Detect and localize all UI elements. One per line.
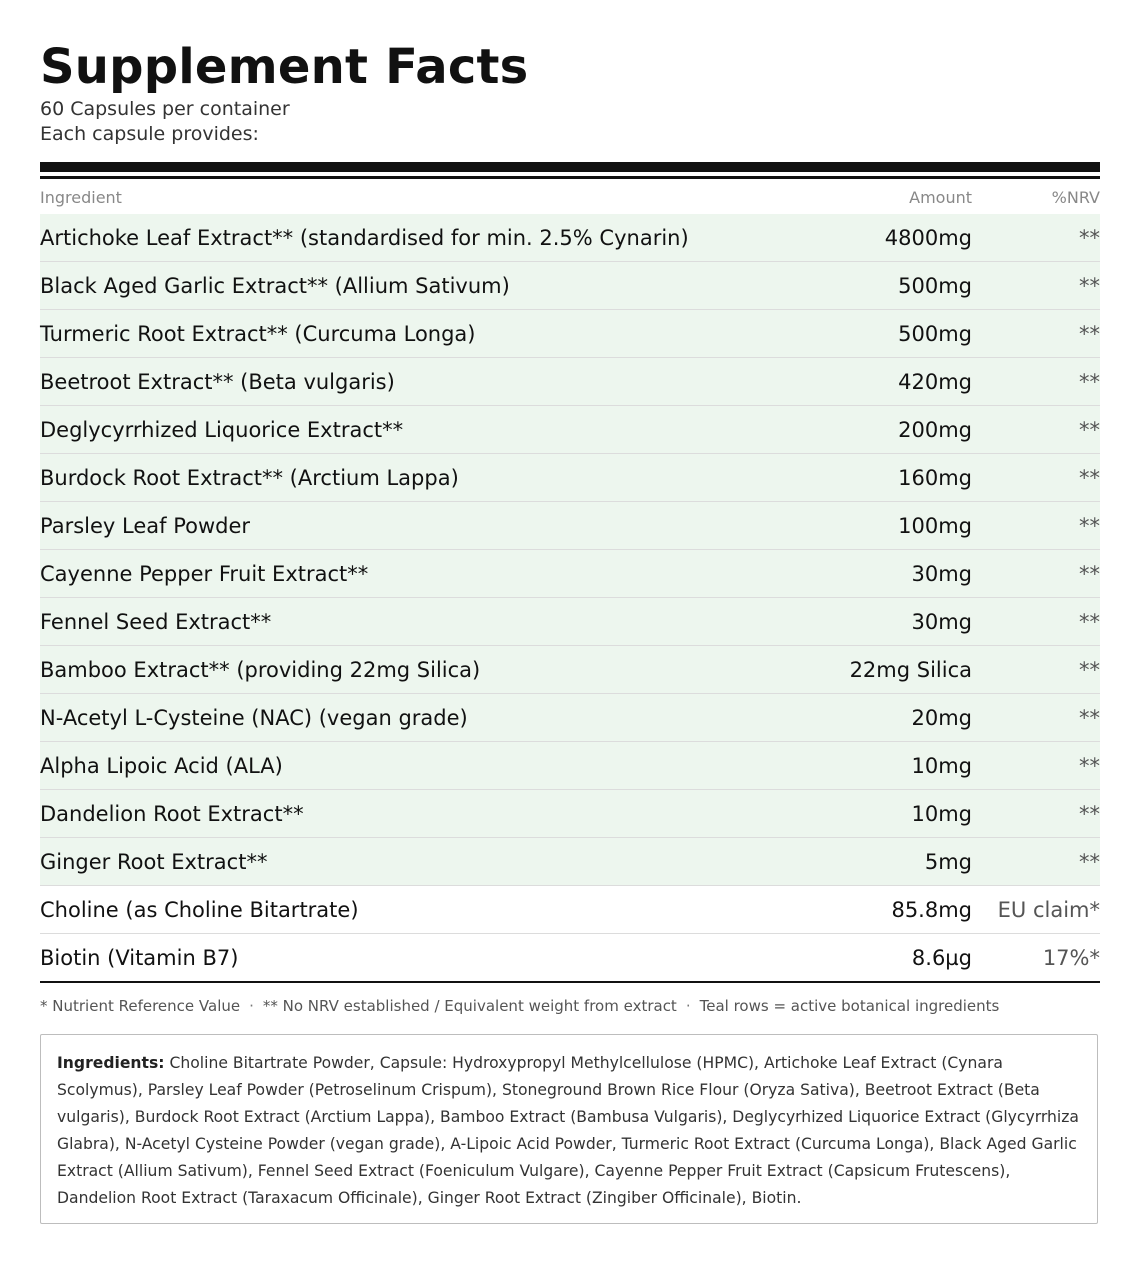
ingredient-name: N-Acetyl L-Cysteine (NAC) (vegan grade) — [40, 705, 468, 730]
table-row — [40, 838, 1100, 886]
table-row — [40, 646, 1100, 694]
ingredient-nrv: ** — [1079, 609, 1100, 634]
table-row — [40, 214, 1100, 262]
ingredient-amount: 200mg — [898, 417, 972, 442]
ingredient-name: Artichoke Leaf Extract** (standardised for min. 2.5% Cynarin) — [40, 225, 689, 250]
thick-divider — [40, 162, 1100, 172]
footnote-no-nrv: ** No NRV established / Equivalent weight from extract — [262, 997, 677, 1015]
ingredient-amount: 10mg — [911, 801, 972, 826]
ingredients-box — [40, 1034, 1098, 1224]
ingredient-name: Burdock Root Extract** (Arctium Lappa) — [40, 465, 459, 490]
ingredient-amount: 30mg — [911, 561, 972, 586]
table-header — [40, 180, 1100, 214]
table-row — [40, 406, 1100, 454]
ingredient-amount: 22mg Silica — [849, 657, 972, 682]
ingredient-nrv: ** — [1079, 753, 1100, 778]
ingredient-nrv: ** — [1079, 705, 1100, 730]
ingredient-nrv: ** — [1079, 369, 1100, 394]
ingredient-amount: 4800mg — [884, 225, 972, 250]
footnote-separator: · — [685, 997, 691, 1015]
ingredient-amount: 5mg — [924, 849, 972, 874]
ingredient-nrv: 17%* — [1042, 945, 1100, 970]
ingredient-name: Black Aged Garlic Extract** (Allium Sativum) — [40, 273, 510, 298]
table-row — [40, 454, 1100, 502]
ingredient-nrv: ** — [1079, 321, 1100, 346]
table-row — [40, 598, 1100, 646]
column-header-ingredient: Ingredient — [40, 187, 122, 207]
footnotes — [40, 996, 1100, 1016]
ingredient-name: Fennel Seed Extract** — [40, 609, 272, 634]
ingredient-name: Biotin (Vitamin B7) — [40, 945, 239, 970]
thin-divider — [40, 176, 1100, 179]
ingredient-nrv: ** — [1079, 417, 1100, 442]
ingredient-name: Alpha Lipoic Acid (ALA) — [40, 753, 283, 778]
ingredient-name: Choline (as Choline Bitartrate) — [40, 897, 359, 922]
table-row — [40, 262, 1100, 310]
ingredient-amount: 500mg — [898, 273, 972, 298]
ingredient-nrv: ** — [1079, 273, 1100, 298]
table-row — [40, 742, 1100, 790]
ingredient-name: Cayenne Pepper Fruit Extract** — [40, 561, 369, 586]
ingredient-amount: 100mg — [898, 513, 972, 538]
ingredient-nrv: ** — [1079, 465, 1100, 490]
ingredient-nrv: ** — [1079, 513, 1100, 538]
table-row — [40, 358, 1100, 406]
ingredient-amount: 30mg — [911, 609, 972, 634]
column-header-nrv: %NRV — [1051, 187, 1100, 207]
facts-table — [40, 180, 1100, 983]
ingredient-name: Parsley Leaf Powder — [40, 513, 251, 538]
ingredient-name: Dandelion Root Extract** — [40, 801, 304, 826]
ingredient-name: Ginger Root Extract** — [40, 849, 268, 874]
ingredient-name: Bamboo Extract** (providing 22mg Silica) — [40, 657, 481, 682]
footnote-color-legend: Teal rows = active botanical ingredients — [699, 997, 1000, 1015]
ingredient-amount: 160mg — [898, 465, 972, 490]
table-row — [40, 934, 1100, 983]
ingredient-name: Beetroot Extract** (Beta vulgaris) — [40, 369, 395, 394]
ingredient-nrv: ** — [1079, 801, 1100, 826]
ingredient-nrv: EU claim* — [997, 897, 1100, 922]
ingredient-nrv: ** — [1079, 657, 1100, 682]
footnote-nrv: * Nutrient Reference Value — [40, 997, 241, 1015]
capsules-per-container: 60 Capsules per container — [40, 98, 290, 120]
ingredient-nrv: ** — [1079, 849, 1100, 874]
table-row — [40, 886, 1100, 934]
ingredient-amount: 10mg — [911, 753, 972, 778]
table-row — [40, 550, 1100, 598]
ingredient-amount: 85.8mg — [891, 897, 972, 922]
ingredient-amount: 500mg — [898, 321, 972, 346]
ingredient-nrv: ** — [1079, 561, 1100, 586]
table-row — [40, 694, 1100, 742]
ingredient-name: Deglycyrrhized Liquorice Extract** — [40, 417, 404, 442]
ingredient-amount: 20mg — [911, 705, 972, 730]
ingredient-amount: 8.6µg — [911, 945, 972, 970]
ingredients-label: Ingredients: — [57, 1054, 165, 1072]
table-row — [40, 502, 1100, 550]
table-row — [40, 310, 1100, 358]
ingredient-name: Turmeric Root Extract** (Curcuma Longa) — [40, 321, 476, 346]
table-row — [40, 790, 1100, 838]
ingredient-nrv: ** — [1079, 225, 1100, 250]
ingredient-amount: 420mg — [898, 369, 972, 394]
ingredients-text: Choline Bitartrate Powder, Capsule: Hydroxypropyl Methylcellulose (HPMC), Artichoke Leaf Extract (Cynara Scolymus), Parsley Leaf Powder (Petroselinum Crispum), Stoneground Brown Rice Flour (Oryza Sativa), Beetroot Extract (Beta vulgaris), Burdock Root Extract (Arctium Lappa), Bamboo Extract (Bambusa Vulgaris), Deglycyrhized Liquorice Extract (Glycyrrhiza Glabra), N-Acetyl Cysteine Powder (vegan grade), A-Lipoic Acid Powder, Turmeric Root Extract (Curcuma Longa), Black Aged Garlic Extract (Allium Sativum), Fennel Seed Extract (Foeniculum Vulgare), Cayenne Pepper Fruit Extract (Capsicum Frutescens), Dandelion Root Extract (Taraxacum Officinale), Ginger Root Extract (Zingiber Officinale), Biotin. — [57, 1054, 1079, 1207]
footnote-separator: · — [249, 997, 254, 1015]
column-header-amount: Amount — [909, 187, 972, 207]
serving-note: Each capsule provides: — [40, 123, 259, 145]
page-title: Supplement Facts — [40, 39, 529, 95]
